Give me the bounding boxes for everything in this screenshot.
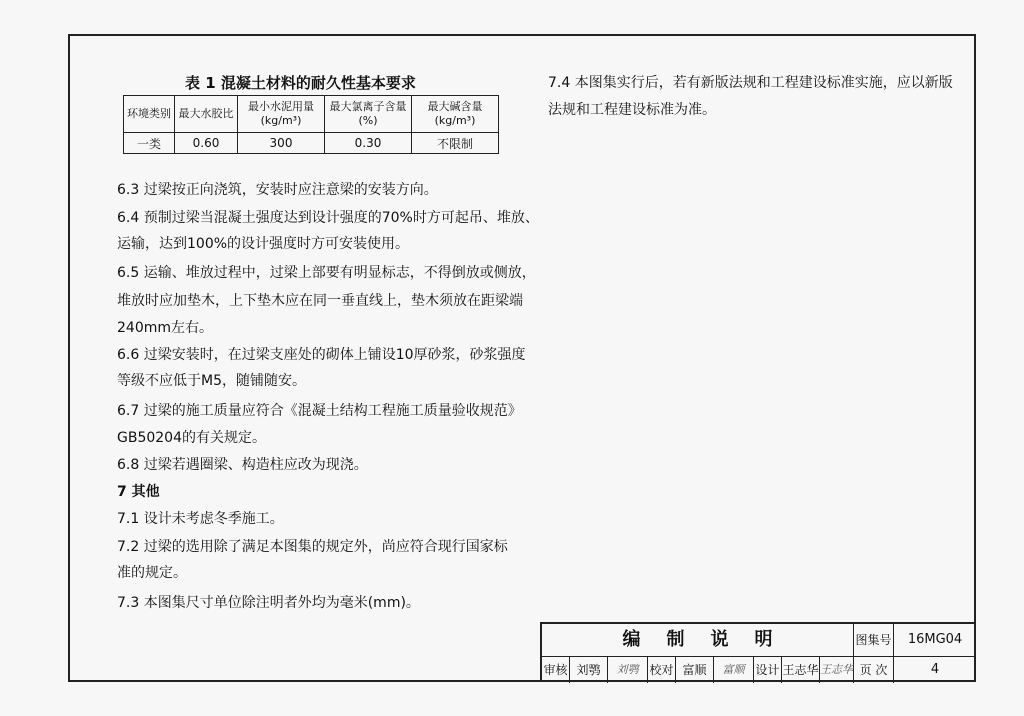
clause-6-6: 6.6 过梁安装时，在过梁支座处的砌体上铺设10厚砂浆，砂浆强度 bbox=[117, 347, 526, 363]
clause-6-7-cont: GB50204的有关规定。 bbox=[117, 430, 266, 446]
designer-signature: 王志华 bbox=[820, 657, 854, 683]
header-env-class: 环境类别 bbox=[124, 96, 175, 133]
atlas-number: 16MG04 bbox=[907, 632, 963, 647]
clause-6-4-cont: 运输，达到100%的设计强度时方可安装使用。 bbox=[117, 236, 410, 252]
page-label: 页 次 bbox=[854, 657, 894, 683]
clause-6-5-cont2: 240mm左右。 bbox=[117, 320, 213, 336]
checker-label: 校对 bbox=[648, 657, 676, 683]
reviewer-name: 刘鹗 bbox=[570, 657, 608, 683]
reviewer-signature: 刘鹗 bbox=[608, 657, 648, 683]
clause-6-3: 6.3 过梁按正向浇筑，安装时应注意梁的安装方向。 bbox=[117, 182, 438, 198]
clause-6-5: 6.5 运输、堆放过程中，过梁上部要有明显标志，不得倒放或侧放， bbox=[117, 265, 536, 281]
checker-name: 富顺 bbox=[676, 657, 714, 683]
durability-table bbox=[123, 95, 499, 154]
table-header-row bbox=[124, 96, 499, 133]
cell-alkali: 不限制 bbox=[412, 133, 499, 154]
table-title: 表 1 混凝土材料的耐久性基本要求 bbox=[185, 74, 416, 92]
clause-7-4: 7.4 本图集实行后，若有新版法规和工程建设标准实施，应以新版 bbox=[548, 75, 953, 91]
clause-6-4: 6.4 预制过梁当混凝土强度达到设计强度的70%时方可起吊、堆放、 bbox=[117, 210, 539, 226]
section-7-heading: 7 其他 bbox=[117, 484, 160, 500]
designer-label: 设计 bbox=[754, 657, 782, 683]
cell-chloride: 0.30 bbox=[325, 133, 412, 154]
clause-6-5-cont1: 堆放时应加垫木，上下垫木应在同一垂直线上，垫木须放在距梁端 bbox=[117, 293, 523, 309]
title-block-title: 编制说明 bbox=[542, 624, 854, 656]
header-max-wb-ratio: 最大水胶比 bbox=[175, 96, 238, 133]
clause-7-2-cont: 准的规定。 bbox=[117, 565, 187, 581]
clause-7-4-cont: 法规和工程建设标准为准。 bbox=[548, 102, 716, 118]
clause-6-7: 6.7 过梁的施工质量应符合《混凝土结构工程施工质量验收规范》 bbox=[117, 403, 522, 419]
checker-signature: 富顺 bbox=[714, 657, 754, 683]
table-row bbox=[124, 133, 499, 154]
cell-env-class: 一类 bbox=[124, 133, 175, 154]
title-block-signature-row bbox=[542, 656, 976, 683]
designer-name: 王志华 bbox=[782, 657, 820, 683]
reviewer-label: 审核 bbox=[542, 657, 570, 683]
header-min-cement: 最小水泥用量 (kg/m³) bbox=[238, 96, 325, 133]
atlas-number-label: 图集号 bbox=[854, 624, 894, 656]
clause-7-1: 7.1 设计未考虑冬季施工。 bbox=[117, 511, 284, 527]
header-max-alkali: 最大碱含量 (kg/m³) bbox=[412, 96, 499, 133]
cell-wb-ratio: 0.60 bbox=[175, 133, 238, 154]
page-number: 4 bbox=[930, 662, 940, 677]
header-max-chloride: 最大氯离子含量 (%) bbox=[325, 96, 412, 133]
cell-cement: 300 bbox=[238, 133, 325, 154]
clause-7-2: 7.2 过梁的选用除了满足本图集的规定外，尚应符合现行国家标 bbox=[117, 539, 508, 555]
clause-6-8: 6.8 过梁若遇圈梁、构造柱应改为现浇。 bbox=[117, 457, 368, 473]
title-block bbox=[540, 622, 976, 682]
clause-7-3: 7.3 本图集尺寸单位除注明者外均为毫米(mm)。 bbox=[117, 595, 420, 611]
clause-6-6-cont: 等级不应低于M5，随铺随安。 bbox=[117, 373, 306, 389]
